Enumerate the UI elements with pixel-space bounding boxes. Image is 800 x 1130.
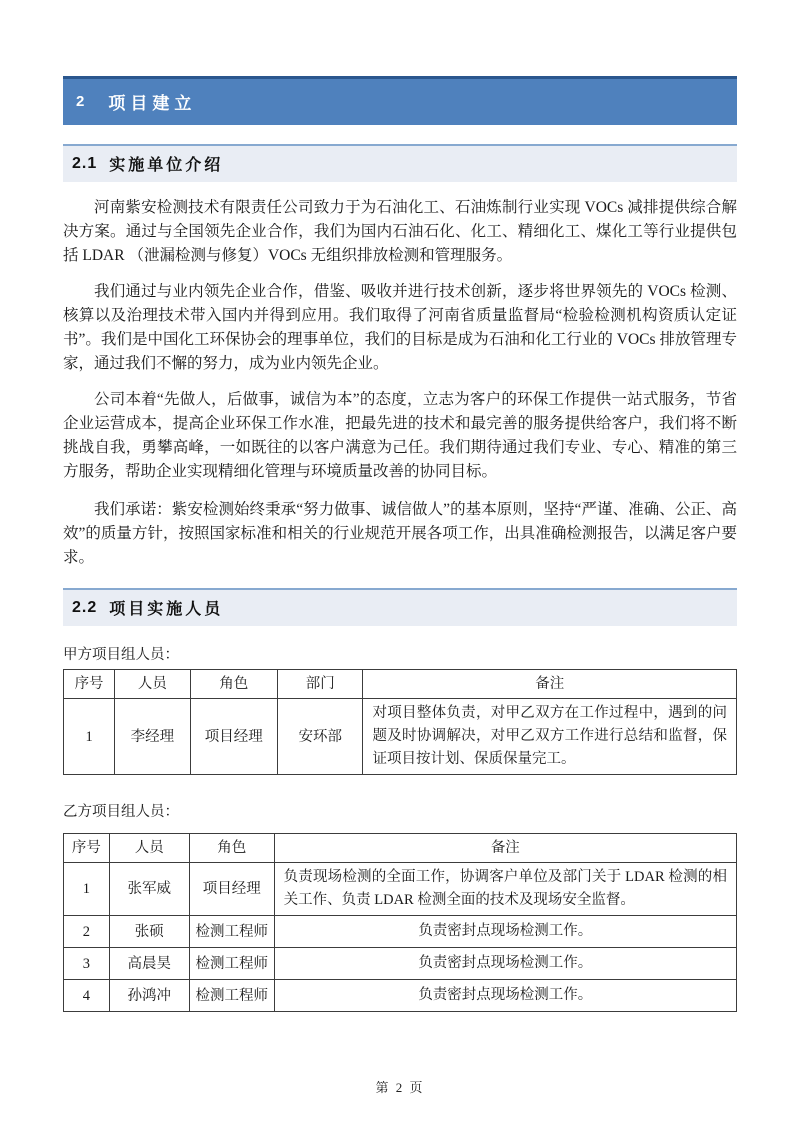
section-2-1-number: 2.1 <box>72 154 98 172</box>
party-b-row3-remark: 负责密封点现场检测工作。 <box>274 948 736 980</box>
page-number-footer: 第 2 页 <box>375 1080 425 1095</box>
party-b-table-label: 乙方项目组人员： <box>63 804 179 820</box>
table-row <box>64 863 737 916</box>
chapter-title: 项目建立 <box>108 94 197 113</box>
party-a-row1-remark: 对项目整体负责，对甲乙双方在工作过程中，遇到的问题及时协调解决，对甲乙双方工作进行总结和监督，保证项目按计划、保质保量完工。 <box>363 699 737 775</box>
party-b-row2-index: 2 <box>64 916 110 948</box>
party-b-header-row <box>64 834 737 863</box>
section-2-2-number: 2.2 <box>72 598 98 616</box>
party-b-row4-role: 检测工程师 <box>189 980 274 1012</box>
party-b-row2-person: 张硕 <box>109 916 189 948</box>
party-b-row1-remark: 负责现场检测的全面工作，协调客户单位及部门关于 LDAR 检测的相关工作、负责 LDAR 检测全面的技术及现场安全监督。 <box>274 863 736 916</box>
party-b-row4-remark: 负责密封点现场检测工作。 <box>274 980 736 1012</box>
party-b-header-index: 序号 <box>64 834 110 863</box>
party-b-header-remark: 备注 <box>274 834 736 863</box>
section-2-2-title: 项目实施人员 <box>109 601 224 618</box>
party-b-header-role: 角色 <box>189 834 274 863</box>
party-b-row3-person: 高晨昊 <box>109 948 189 980</box>
page-content <box>63 76 737 1012</box>
section-heading-2-1 <box>63 144 737 182</box>
party-b-row2-role: 检测工程师 <box>189 916 274 948</box>
party-a-header-department: 部门 <box>278 670 363 699</box>
party-b-row1-index: 1 <box>64 863 110 916</box>
table-row <box>64 980 737 1012</box>
party-b-row1-person: 张军威 <box>109 863 189 916</box>
party-a-row1-department: 安环部 <box>278 699 363 775</box>
party-a-header-index: 序号 <box>64 670 115 699</box>
table-row <box>64 948 737 980</box>
chapter-number: 2 <box>76 93 85 110</box>
party-a-row1-index: 1 <box>64 699 115 775</box>
section-2-1-title: 实施单位介绍 <box>109 157 224 174</box>
table-row <box>64 699 737 775</box>
party-a-header-person: 人员 <box>115 670 190 699</box>
party-b-row1-role: 项目经理 <box>189 863 274 916</box>
intro-paragraph-3: 公司本着“先做人，后做事，诚信为本”的态度，立志为客户的环保工作提供一站式服务，节省企业运营成本，提高企业环保工作水准，把最先进的技术和最完善的服务提供给客户，我们将不断挑战自我，勇攀高峰，一如既往的以客户满意为己任。我们期待通过我们专业、专心、精准的第三方服务，帮助企业实现精细化管理与环境质量改善的协同目标。 <box>63 391 737 480</box>
party-a-table-label: 甲方项目组人员： <box>63 647 179 663</box>
party-a-header-role: 角色 <box>190 670 277 699</box>
table-row <box>64 916 737 948</box>
party-a-header-row <box>64 670 737 699</box>
party-b-row4-person: 孙鸿冲 <box>109 980 189 1012</box>
intro-paragraph-4: 我们承诺：紫安检测始终秉承“努力做事、诚信做人”的基本原则，坚持“严谨、准确、公正、高效”的质量方针，按照国家标准和相关的行业规范开展各项工作，出具准确检测报告，以满足客户要求。 <box>63 501 737 566</box>
party-b-header-person: 人员 <box>109 834 189 863</box>
party-b-row4-index: 4 <box>64 980 110 1012</box>
party-a-table <box>63 669 737 775</box>
section-heading-2-2 <box>63 588 737 626</box>
intro-paragraph-2: 我们通过与业内领先企业合作，借鉴、吸收并进行技术创新，逐步将世界领先的 VOCs 检测、核算以及治理技术带入国内并得到应用。我们取得了河南省质量监督局“检验检测机构资质认定证书”。我们是中国化工环保协会的理事单位，我们的目标是成为石油和化工行业的 VOCs 排放管理专家，通过我们不懈的努力，成为业内领先企业。 <box>63 283 737 372</box>
party-a-row1-person: 李经理 <box>115 699 190 775</box>
intro-paragraph-1: 河南紫安检测技术有限责任公司致力于为石油化工、石油炼制行业实现 VOCs 减排提供综合解决方案。通过与全国领先企业合作，我们为国内石油石化、化工、精细化工、煤化工等行业提供包括 LDAR （泄漏检测与修复）VOCs 无组织排放检测和管理服务。 <box>63 199 737 264</box>
party-b-row3-index: 3 <box>64 948 110 980</box>
party-b-row3-role: 检测工程师 <box>189 948 274 980</box>
chapter-heading <box>63 76 737 125</box>
party-b-row2-remark: 负责密封点现场检测工作。 <box>274 916 736 948</box>
party-b-table <box>63 833 737 1012</box>
party-a-row1-role: 项目经理 <box>190 699 277 775</box>
party-a-header-remark: 备注 <box>363 670 737 699</box>
